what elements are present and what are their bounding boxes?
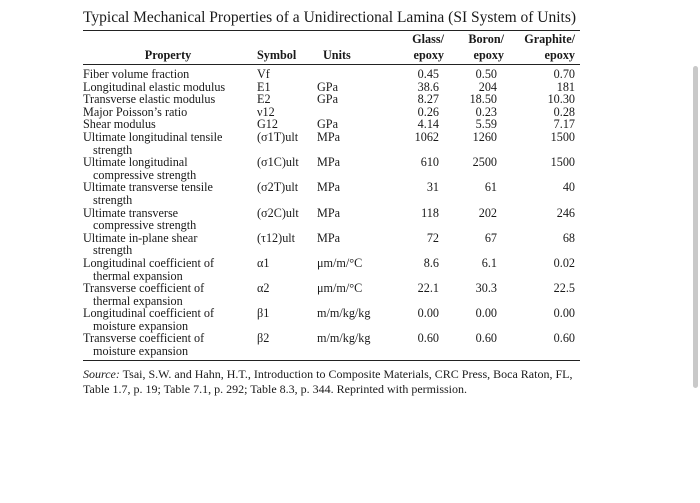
header-property: Property bbox=[144, 48, 192, 62]
header-graphite-line2: epoxy bbox=[544, 48, 575, 62]
property-cell bbox=[83, 282, 253, 307]
graphite-epoxy-value: 246 bbox=[556, 205, 575, 220]
units-cell: μm/m/°C bbox=[317, 255, 363, 270]
table-row bbox=[83, 257, 580, 282]
glass-epoxy-value: 0.60 bbox=[417, 331, 439, 346]
glass-epoxy-value: 0.00 bbox=[417, 306, 439, 321]
symbol-cell: (σ2C)ult bbox=[257, 205, 299, 220]
header-boron-line2: epoxy bbox=[473, 48, 504, 62]
table-row bbox=[83, 332, 580, 360]
symbol-cell: (τ12)ult bbox=[257, 230, 296, 245]
property-cell bbox=[83, 232, 253, 257]
boron-epoxy-value: 0.23 bbox=[475, 104, 497, 119]
property-name: Ultimate longitudinal bbox=[83, 155, 188, 170]
symbol-cell: α2 bbox=[257, 281, 270, 296]
property-name: Ultimate longitudinal tensile bbox=[83, 129, 223, 144]
table-row bbox=[83, 282, 580, 307]
glass-epoxy-value: 4.14 bbox=[417, 117, 439, 132]
property-cell bbox=[83, 332, 253, 360]
boron-epoxy-value: 0.00 bbox=[475, 306, 497, 321]
property-name: Ultimate in-plane shear bbox=[83, 230, 198, 245]
table-row bbox=[83, 307, 580, 332]
glass-epoxy-value: 22.1 bbox=[417, 281, 439, 296]
source-label: Source: bbox=[83, 366, 120, 381]
graphite-epoxy-value: 10.30 bbox=[547, 92, 575, 107]
units-cell: GPa bbox=[317, 92, 338, 107]
header-symbol: Symbol bbox=[257, 48, 297, 62]
symbol-cell: E1 bbox=[257, 79, 271, 94]
header-glass-line1: Glass/ bbox=[412, 32, 444, 46]
glass-epoxy-value: 72 bbox=[426, 230, 439, 245]
header-boron-line1: Boron/ bbox=[468, 32, 504, 46]
units-cell: MPa bbox=[317, 155, 341, 170]
property-cell bbox=[83, 207, 253, 232]
symbol-cell: (σ1C)ult bbox=[257, 155, 299, 170]
property-name-continued: moisture expansion bbox=[93, 318, 189, 333]
units-cell: GPa bbox=[317, 117, 338, 132]
symbol-cell: ν12 bbox=[257, 104, 275, 119]
graphite-epoxy-value: 1500 bbox=[550, 129, 575, 144]
graphite-epoxy-value: 0.60 bbox=[553, 331, 575, 346]
table-row bbox=[83, 232, 580, 257]
boron-epoxy-value: 1260 bbox=[472, 129, 497, 144]
vertical-scrollbar[interactable] bbox=[693, 66, 698, 388]
property-name: Transverse coefficient of bbox=[83, 281, 205, 296]
table-row bbox=[83, 181, 580, 206]
symbol-cell: Vf bbox=[257, 67, 270, 81]
property-name: Fiber volume fraction bbox=[83, 67, 190, 81]
table-row bbox=[83, 65, 580, 81]
document bbox=[83, 8, 580, 397]
units-cell: MPa bbox=[317, 205, 341, 220]
header-row-2 bbox=[83, 46, 580, 65]
property-name-continued: strength bbox=[93, 243, 133, 258]
property-name: Ultimate transverse tensile bbox=[83, 180, 213, 195]
symbol-cell: β1 bbox=[257, 306, 270, 321]
table-row bbox=[83, 207, 580, 232]
header-row-1 bbox=[83, 31, 580, 46]
property-cell bbox=[83, 257, 253, 282]
units-cell: MPa bbox=[317, 180, 341, 195]
glass-epoxy-value: 610 bbox=[420, 155, 439, 170]
boron-epoxy-value: 0.50 bbox=[475, 67, 497, 81]
property-name-continued: moisture expansion bbox=[93, 344, 189, 359]
property-name-continued: thermal expansion bbox=[93, 293, 183, 308]
property-cell bbox=[83, 156, 253, 181]
property-name-continued: strength bbox=[93, 142, 133, 157]
glass-epoxy-value: 0.45 bbox=[417, 67, 439, 81]
units-cell: GPa bbox=[317, 79, 338, 94]
glass-epoxy-value: 31 bbox=[426, 180, 439, 195]
symbol-cell: E2 bbox=[257, 92, 271, 107]
symbol-cell: (σ1T)ult bbox=[257, 129, 299, 144]
graphite-epoxy-value: 1500 bbox=[550, 155, 575, 170]
bottom-rule bbox=[83, 360, 580, 361]
boron-epoxy-value: 202 bbox=[478, 205, 497, 220]
property-name: Transverse coefficient of bbox=[83, 331, 205, 346]
property-name: Longitudinal elastic modulus bbox=[83, 79, 226, 94]
property-name-continued: compressive strength bbox=[93, 167, 197, 182]
boron-epoxy-value: 0.60 bbox=[475, 331, 497, 346]
units-cell: m/m/kg/kg bbox=[317, 306, 371, 321]
boron-epoxy-value: 5.59 bbox=[475, 117, 497, 132]
table-row bbox=[83, 156, 580, 181]
graphite-epoxy-value: 22.5 bbox=[553, 281, 575, 296]
property-name: Transverse elastic modulus bbox=[83, 92, 216, 107]
glass-epoxy-value: 8.27 bbox=[417, 92, 439, 107]
property-cell bbox=[83, 131, 253, 156]
graphite-epoxy-value: 181 bbox=[556, 79, 575, 94]
glass-epoxy-value: 0.26 bbox=[417, 104, 439, 119]
property-name-continued: thermal expansion bbox=[93, 268, 183, 283]
boron-epoxy-value: 18.50 bbox=[469, 92, 497, 107]
table-title: Typical Mechanical Properties of a Unidirectional Lamina (SI System of Units) bbox=[83, 9, 577, 26]
properties-table bbox=[83, 31, 580, 361]
source-text: Tsai, S.W. and Hahn, H.T., Introduction to Composite Materials, CRC Press, Boca Raton, FL, Table 1.7, p. 19; Table 7.1, p. 292; Table 8.3, p. 344. Reprinted with permission. bbox=[83, 366, 573, 396]
header-graphite-line1: Graphite/ bbox=[524, 32, 575, 46]
units-cell: MPa bbox=[317, 129, 341, 144]
property-name-continued: compressive strength bbox=[93, 218, 197, 233]
table-row bbox=[83, 131, 580, 156]
symbol-cell: α1 bbox=[257, 255, 270, 270]
property-name: Shear modulus bbox=[83, 117, 156, 132]
glass-epoxy-value: 38.6 bbox=[417, 79, 439, 94]
graphite-epoxy-value: 0.70 bbox=[553, 67, 575, 81]
units-cell: m/m/kg/kg bbox=[317, 331, 371, 346]
property-cell bbox=[83, 307, 253, 332]
units-cell: MPa bbox=[317, 230, 341, 245]
property-cell bbox=[83, 181, 253, 206]
property-name: Longitudinal coefficient of bbox=[83, 306, 215, 321]
source-note bbox=[83, 367, 580, 397]
graphite-epoxy-value: 40 bbox=[562, 180, 575, 195]
property-cell bbox=[83, 65, 253, 81]
symbol-cell: G12 bbox=[257, 117, 278, 132]
graphite-epoxy-value: 0.02 bbox=[553, 255, 575, 270]
property-name: Major Poisson’s ratio bbox=[83, 104, 188, 119]
property-name: Longitudinal coefficient of bbox=[83, 255, 215, 270]
table-body bbox=[83, 65, 580, 360]
boron-epoxy-value: 204 bbox=[478, 79, 497, 94]
boron-epoxy-value: 30.3 bbox=[475, 281, 497, 296]
boron-epoxy-value: 2500 bbox=[472, 155, 497, 170]
glass-epoxy-value: 8.6 bbox=[423, 255, 439, 270]
symbol-cell: β2 bbox=[257, 331, 270, 346]
boron-epoxy-value: 6.1 bbox=[481, 255, 497, 270]
property-name: Ultimate transverse bbox=[83, 205, 179, 220]
graphite-epoxy-value: 0.00 bbox=[553, 306, 575, 321]
glass-epoxy-value: 1062 bbox=[414, 129, 439, 144]
graphite-epoxy-value: 7.17 bbox=[553, 117, 575, 132]
header-glass-line2: epoxy bbox=[413, 48, 444, 62]
boron-epoxy-value: 61 bbox=[484, 180, 497, 195]
boron-epoxy-value: 67 bbox=[484, 230, 497, 245]
units-cell: μm/m/°C bbox=[317, 281, 363, 296]
symbol-cell: (σ2T)ult bbox=[257, 180, 299, 195]
glass-epoxy-value: 118 bbox=[421, 205, 439, 220]
units-cell bbox=[311, 65, 393, 81]
graphite-epoxy-value: 68 bbox=[562, 230, 575, 245]
header-units: Units bbox=[323, 48, 351, 62]
property-name-continued: strength bbox=[93, 192, 133, 207]
graphite-epoxy-value: 0.28 bbox=[553, 104, 575, 119]
